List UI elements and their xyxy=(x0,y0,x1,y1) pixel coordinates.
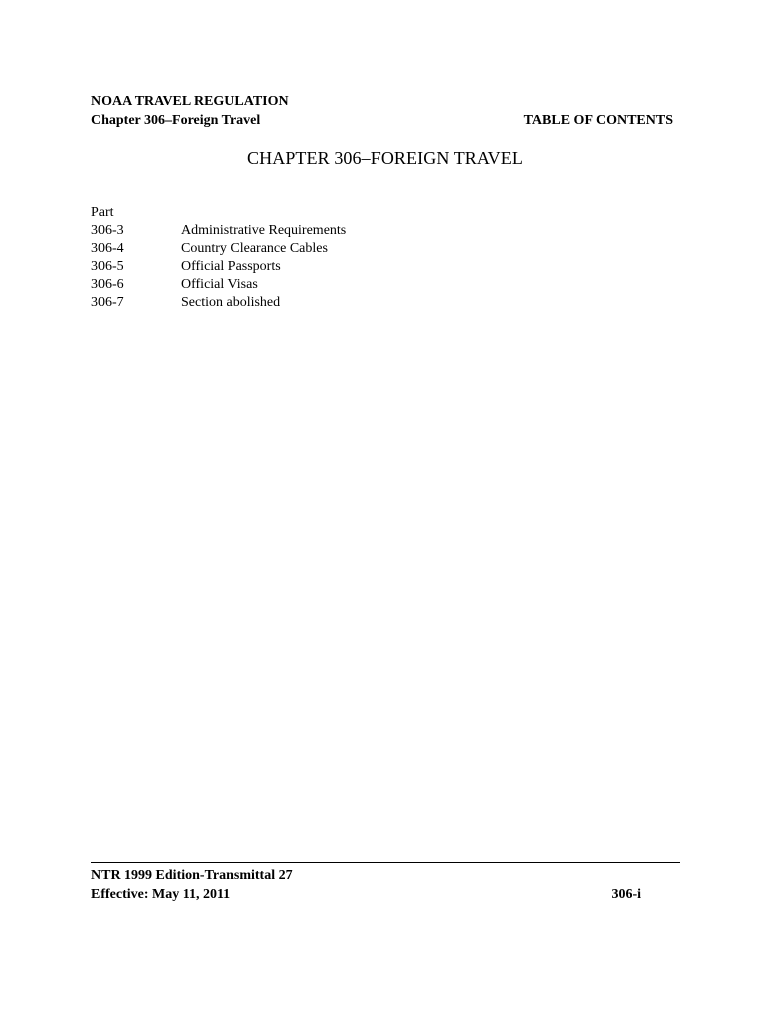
toc-part-number: 306-7 xyxy=(91,295,124,310)
toc-part-title: Administrative Requirements xyxy=(181,223,347,238)
footer-divider xyxy=(91,862,680,863)
edition-line: NTR 1999 Edition-Transmittal 27 xyxy=(91,868,293,883)
toc-part-number: 306-5 xyxy=(91,259,124,274)
page-number: 306-i xyxy=(611,887,641,902)
toc-part-number: 306-6 xyxy=(91,277,124,292)
toc-part-title: Section abolished xyxy=(181,295,281,310)
header-row xyxy=(91,111,673,130)
toc-row xyxy=(91,276,346,294)
section-label: TABLE OF CONTENTS xyxy=(523,113,673,128)
toc-part-number: 306-3 xyxy=(91,223,124,238)
toc-column-label: Part xyxy=(91,205,114,220)
footer-row xyxy=(91,885,641,904)
page-footer xyxy=(91,866,641,904)
toc-part-number: 306-4 xyxy=(91,241,124,256)
effective-date: Effective: May 11, 2011 xyxy=(91,887,231,902)
table-of-contents xyxy=(91,204,346,312)
toc-row xyxy=(91,222,346,240)
toc-row xyxy=(91,258,346,276)
toc-row xyxy=(91,240,346,258)
regulation-title: NOAA TRAVEL REGULATION xyxy=(91,94,289,109)
toc-part-title: Official Visas xyxy=(181,277,258,292)
chapter-heading: CHAPTER 306–FOREIGN TRAVEL xyxy=(247,148,523,168)
page-header xyxy=(91,92,673,130)
chapter-subtitle: Chapter 306–Foreign Travel xyxy=(91,113,261,128)
toc-part-title: Official Passports xyxy=(181,259,281,274)
toc-part-title: Country Clearance Cables xyxy=(181,241,328,256)
toc-row xyxy=(91,294,346,312)
